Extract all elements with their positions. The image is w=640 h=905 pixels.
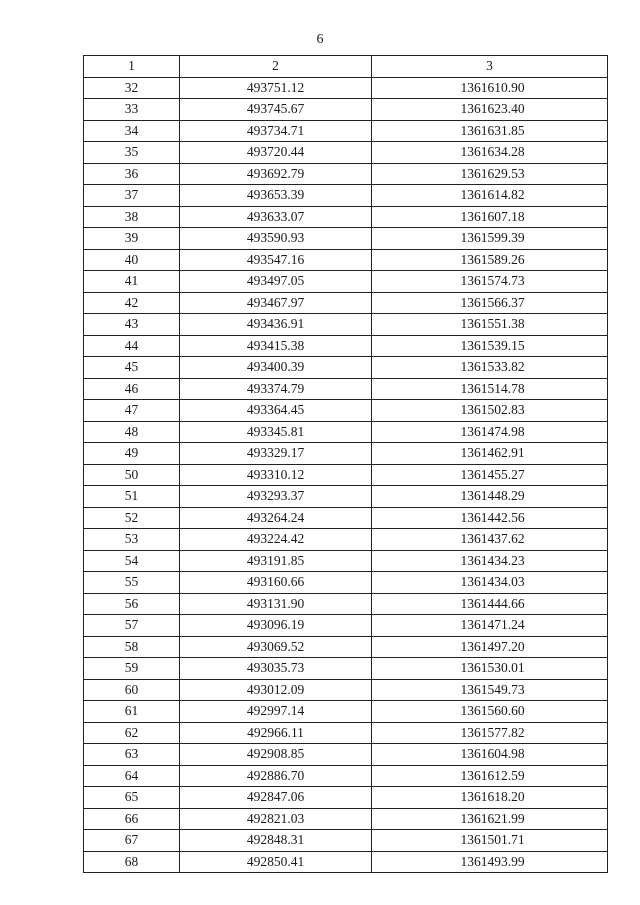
table-row — [84, 228, 608, 250]
cell-point-number: 62 — [84, 722, 180, 744]
cell-y-coordinate: 1361574.73 — [372, 271, 608, 293]
cell-point-number: 61 — [84, 701, 180, 723]
cell-x-coordinate: 493547.16 — [180, 249, 372, 271]
cell-x-coordinate: 493745.67 — [180, 99, 372, 121]
cell-x-coordinate: 493160.66 — [180, 572, 372, 594]
cell-x-coordinate: 493310.12 — [180, 464, 372, 486]
cell-x-coordinate: 493720.44 — [180, 142, 372, 164]
cell-point-number: 47 — [84, 400, 180, 422]
cell-y-coordinate: 1361444.66 — [372, 593, 608, 615]
table-row — [84, 593, 608, 615]
cell-x-coordinate: 493497.05 — [180, 271, 372, 293]
table-row — [84, 529, 608, 551]
cell-y-coordinate: 1361493.99 — [372, 851, 608, 873]
table-row — [84, 830, 608, 852]
table-row — [84, 400, 608, 422]
table-row — [84, 335, 608, 357]
cell-y-coordinate: 1361566.37 — [372, 292, 608, 314]
cell-point-number: 38 — [84, 206, 180, 228]
table-row — [84, 636, 608, 658]
cell-x-coordinate: 493096.19 — [180, 615, 372, 637]
cell-point-number: 60 — [84, 679, 180, 701]
cell-point-number: 37 — [84, 185, 180, 207]
table-row — [84, 701, 608, 723]
column-header-x: 2 — [180, 56, 372, 78]
table-row — [84, 486, 608, 508]
cell-y-coordinate: 1361471.24 — [372, 615, 608, 637]
table-row — [84, 292, 608, 314]
page-number: 6 — [316, 32, 324, 47]
cell-x-coordinate: 493191.85 — [180, 550, 372, 572]
cell-y-coordinate: 1361455.27 — [372, 464, 608, 486]
cell-x-coordinate: 493692.79 — [180, 163, 372, 185]
cell-point-number: 41 — [84, 271, 180, 293]
cell-x-coordinate: 493035.73 — [180, 658, 372, 680]
table-row — [84, 787, 608, 809]
cell-y-coordinate: 1361599.39 — [372, 228, 608, 250]
cell-point-number: 63 — [84, 744, 180, 766]
table-row — [84, 206, 608, 228]
table-row — [84, 421, 608, 443]
cell-point-number: 32 — [84, 77, 180, 99]
cell-x-coordinate: 492847.06 — [180, 787, 372, 809]
table-row — [84, 765, 608, 787]
column-header-y: 3 — [372, 56, 608, 78]
cell-y-coordinate: 1361502.83 — [372, 400, 608, 422]
table-row — [84, 142, 608, 164]
cell-point-number: 48 — [84, 421, 180, 443]
cell-point-number: 67 — [84, 830, 180, 852]
cell-y-coordinate: 1361560.60 — [372, 701, 608, 723]
table-body — [84, 77, 608, 873]
cell-y-coordinate: 1361434.23 — [372, 550, 608, 572]
table-row — [84, 615, 608, 637]
cell-point-number: 39 — [84, 228, 180, 250]
cell-x-coordinate: 493264.24 — [180, 507, 372, 529]
table-row — [84, 271, 608, 293]
table-row — [84, 550, 608, 572]
cell-x-coordinate: 492908.85 — [180, 744, 372, 766]
cell-y-coordinate: 1361589.26 — [372, 249, 608, 271]
table-row — [84, 808, 608, 830]
cell-y-coordinate: 1361629.53 — [372, 163, 608, 185]
cell-y-coordinate: 1361462.91 — [372, 443, 608, 465]
table-row — [84, 163, 608, 185]
cell-x-coordinate: 493364.45 — [180, 400, 372, 422]
coordinates-table — [83, 55, 608, 873]
cell-y-coordinate: 1361434.03 — [372, 572, 608, 594]
cell-y-coordinate: 1361607.18 — [372, 206, 608, 228]
cell-x-coordinate: 493069.52 — [180, 636, 372, 658]
table-row — [84, 249, 608, 271]
cell-point-number: 65 — [84, 787, 180, 809]
cell-y-coordinate: 1361614.82 — [372, 185, 608, 207]
cell-y-coordinate: 1361618.20 — [372, 787, 608, 809]
cell-x-coordinate: 493415.38 — [180, 335, 372, 357]
cell-x-coordinate: 492848.31 — [180, 830, 372, 852]
cell-y-coordinate: 1361442.56 — [372, 507, 608, 529]
cell-y-coordinate: 1361437.62 — [372, 529, 608, 551]
cell-x-coordinate: 493012.09 — [180, 679, 372, 701]
cell-x-coordinate: 492821.03 — [180, 808, 372, 830]
table-row — [84, 507, 608, 529]
cell-y-coordinate: 1361539.15 — [372, 335, 608, 357]
cell-point-number: 66 — [84, 808, 180, 830]
cell-point-number: 50 — [84, 464, 180, 486]
cell-y-coordinate: 1361634.28 — [372, 142, 608, 164]
cell-y-coordinate: 1361474.98 — [372, 421, 608, 443]
cell-x-coordinate: 492886.70 — [180, 765, 372, 787]
cell-x-coordinate: 493131.90 — [180, 593, 372, 615]
cell-y-coordinate: 1361551.38 — [372, 314, 608, 336]
table-row — [84, 314, 608, 336]
cell-x-coordinate: 493374.79 — [180, 378, 372, 400]
cell-point-number: 42 — [84, 292, 180, 314]
cell-point-number: 59 — [84, 658, 180, 680]
cell-point-number: 57 — [84, 615, 180, 637]
cell-x-coordinate: 493400.39 — [180, 357, 372, 379]
cell-point-number: 43 — [84, 314, 180, 336]
cell-x-coordinate: 493633.07 — [180, 206, 372, 228]
cell-point-number: 68 — [84, 851, 180, 873]
cell-point-number: 34 — [84, 120, 180, 142]
cell-y-coordinate: 1361533.82 — [372, 357, 608, 379]
table-row — [84, 357, 608, 379]
cell-point-number: 44 — [84, 335, 180, 357]
table-row — [84, 378, 608, 400]
column-header-point: 1 — [84, 56, 180, 78]
table-row — [84, 77, 608, 99]
cell-y-coordinate: 1361604.98 — [372, 744, 608, 766]
cell-x-coordinate: 493436.91 — [180, 314, 372, 336]
cell-point-number: 46 — [84, 378, 180, 400]
cell-point-number: 49 — [84, 443, 180, 465]
cell-y-coordinate: 1361621.99 — [372, 808, 608, 830]
table-row — [84, 120, 608, 142]
cell-y-coordinate: 1361448.29 — [372, 486, 608, 508]
table-row — [84, 185, 608, 207]
cell-point-number: 64 — [84, 765, 180, 787]
cell-point-number: 54 — [84, 550, 180, 572]
table-header-row — [84, 56, 608, 78]
table-row — [84, 443, 608, 465]
cell-x-coordinate: 493590.93 — [180, 228, 372, 250]
table-row — [84, 744, 608, 766]
cell-y-coordinate: 1361501.71 — [372, 830, 608, 852]
cell-x-coordinate: 493734.71 — [180, 120, 372, 142]
cell-x-coordinate: 493467.97 — [180, 292, 372, 314]
cell-y-coordinate: 1361530.01 — [372, 658, 608, 680]
table-row — [84, 572, 608, 594]
cell-point-number: 45 — [84, 357, 180, 379]
cell-point-number: 40 — [84, 249, 180, 271]
cell-y-coordinate: 1361577.82 — [372, 722, 608, 744]
cell-x-coordinate: 493224.42 — [180, 529, 372, 551]
cell-y-coordinate: 1361612.59 — [372, 765, 608, 787]
cell-point-number: 52 — [84, 507, 180, 529]
cell-point-number: 33 — [84, 99, 180, 121]
cell-y-coordinate: 1361497.20 — [372, 636, 608, 658]
table-row — [84, 99, 608, 121]
cell-x-coordinate: 493293.37 — [180, 486, 372, 508]
table-row — [84, 679, 608, 701]
cell-point-number: 53 — [84, 529, 180, 551]
cell-y-coordinate: 1361623.40 — [372, 99, 608, 121]
cell-y-coordinate: 1361514.78 — [372, 378, 608, 400]
cell-x-coordinate: 492966.11 — [180, 722, 372, 744]
table-row — [84, 658, 608, 680]
cell-point-number: 56 — [84, 593, 180, 615]
cell-y-coordinate: 1361631.85 — [372, 120, 608, 142]
cell-y-coordinate: 1361610.90 — [372, 77, 608, 99]
cell-x-coordinate: 493751.12 — [180, 77, 372, 99]
cell-x-coordinate: 493653.39 — [180, 185, 372, 207]
cell-point-number: 58 — [84, 636, 180, 658]
table-row — [84, 722, 608, 744]
cell-x-coordinate: 492997.14 — [180, 701, 372, 723]
cell-point-number: 55 — [84, 572, 180, 594]
table-row — [84, 464, 608, 486]
cell-x-coordinate: 493345.81 — [180, 421, 372, 443]
cell-point-number: 35 — [84, 142, 180, 164]
cell-point-number: 51 — [84, 486, 180, 508]
cell-point-number: 36 — [84, 163, 180, 185]
cell-x-coordinate: 492850.41 — [180, 851, 372, 873]
table-row — [84, 851, 608, 873]
cell-x-coordinate: 493329.17 — [180, 443, 372, 465]
cell-y-coordinate: 1361549.73 — [372, 679, 608, 701]
